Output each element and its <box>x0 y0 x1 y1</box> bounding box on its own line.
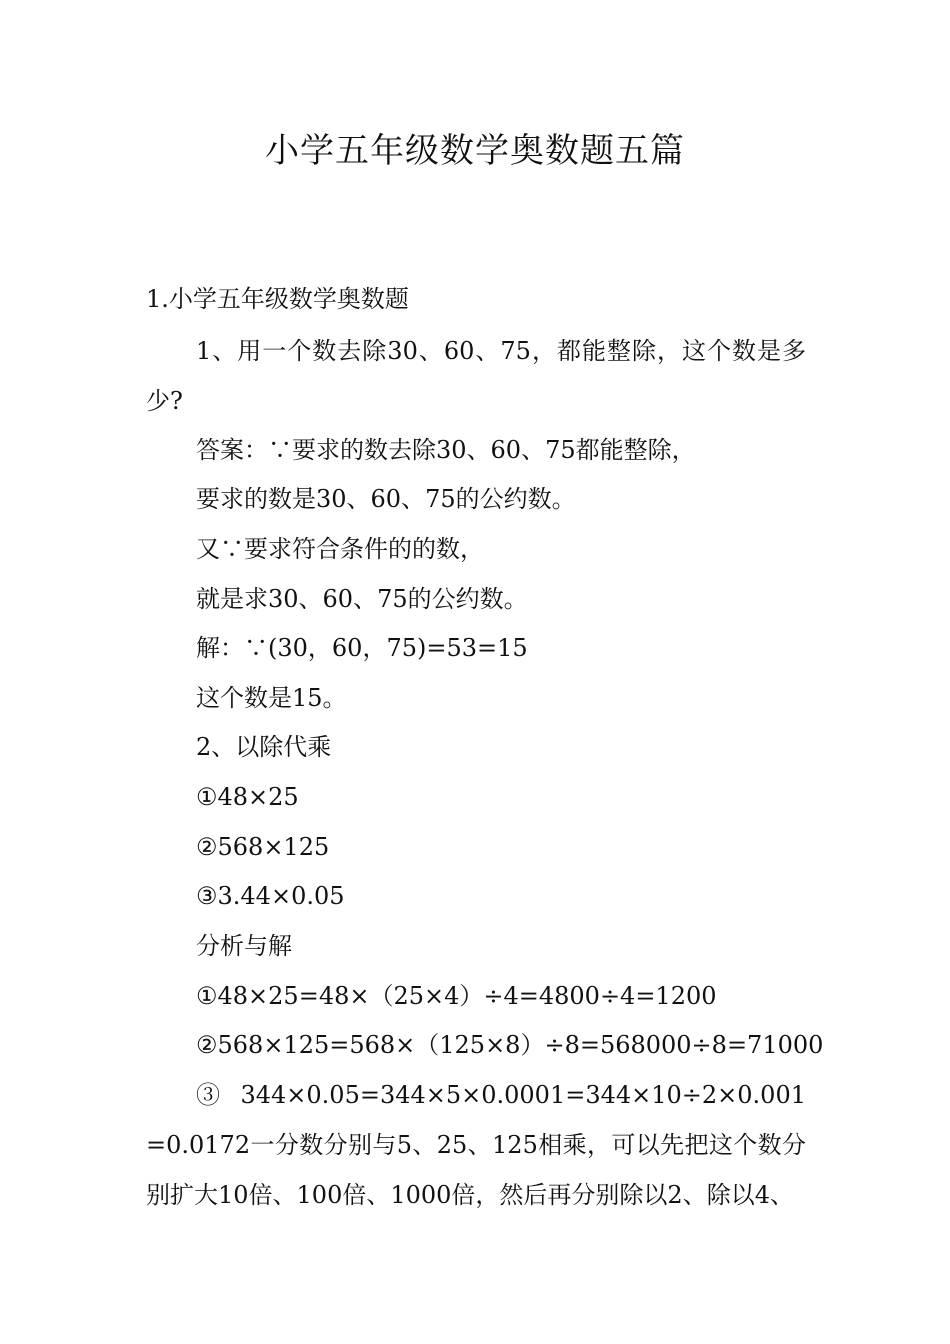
answer-line-3: 又∵要求符合条件的的数， <box>196 535 484 563</box>
section-heading: 1.小学五年级数学奥数题 <box>146 285 409 313</box>
solution-1: ①48×25=48×（25×4）÷4=4800÷4=1200 <box>196 982 717 1010</box>
item-1: ①48×25 <box>196 783 299 811</box>
answer-line-1: 答案：∵要求的数去除30、60、75都能整除， <box>196 436 696 464</box>
analysis-heading: 分析与解 <box>196 932 292 960</box>
document-title: 小学五年级数学奥数题五篇 <box>265 131 685 171</box>
item-2: ②568×125 <box>196 833 330 861</box>
answer-line-4: 就是求30、60、75的公约数。 <box>196 585 528 613</box>
answer-line-6: 这个数是15。 <box>196 684 347 712</box>
answer-line-2: 要求的数是30、60、75的公约数。 <box>196 485 576 513</box>
item-3: ③3.44×0.05 <box>196 882 345 910</box>
question-2: 2、以除代乘 <box>196 733 332 761</box>
solution-2: ②568×125=568×（125×8）÷8=568000÷8=71000 <box>196 1031 824 1059</box>
answer-line-5: 解：∵(30，60，75)=53=15 <box>196 634 528 662</box>
question-1: 1、用一个数去除30、60、75，都能整除，这个数是多少? <box>146 337 806 415</box>
closing-paragraph: ③ 344×0.05=344×5×0.0001=344×10÷2×0.001=0.0172一分数分别与5、25、125相乘，可以先把这个数分别扩大10倍、100倍、1000倍，然后再分别除以2、除以4、 <box>146 1081 806 1209</box>
